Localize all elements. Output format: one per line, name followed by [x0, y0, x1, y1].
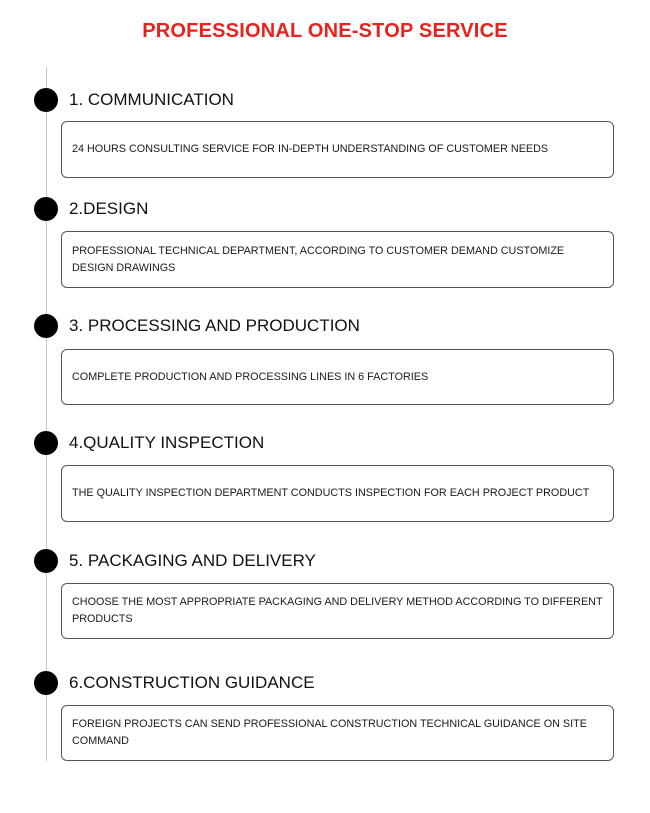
step-5-title: 5. PACKAGING AND DELIVERY: [69, 551, 316, 570]
step-4-title: 4.QUALITY INSPECTION: [69, 433, 265, 452]
step-5-description: CHOOSE THE MOST APPROPRIATE PACKAGING AND DELIVERY METHOD ACCORDING TO DIFFERENT PRODUCTS: [72, 596, 603, 625]
step-4-dot: [34, 431, 58, 455]
step-1-description: 24 HOURS CONSULTING SERVICE FOR IN-DEPTH UNDERSTANDING OF CUSTOMER NEEDS: [72, 143, 549, 155]
step-4-description-box: [61, 465, 614, 522]
step-2-title: 2.DESIGN: [69, 199, 149, 218]
step-6-title: 6.CONSTRUCTION GUIDANCE: [69, 673, 315, 692]
step-2-dot: [34, 197, 58, 221]
timeline-line: [46, 67, 47, 761]
step-4-description: THE QUALITY INSPECTION DEPARTMENT CONDUCTS INSPECTION FOR EACH PROJECT PRODUCT: [72, 487, 590, 499]
step-3-dot: [34, 314, 58, 338]
step-1-title: 1. COMMUNICATION: [69, 90, 234, 109]
page-title: PROFESSIONAL ONE-STOP SERVICE: [142, 20, 508, 42]
step-2-description: PROFESSIONAL TECHNICAL DEPARTMENT, ACCORDING TO CUSTOMER DEMAND CUSTOMIZE DESIGN DRAWINGS: [72, 244, 565, 274]
step-3-description-box: [61, 349, 614, 405]
step-5-dot: [34, 549, 58, 573]
step-2-description-box: [61, 231, 614, 288]
step-5-description-box: [61, 583, 614, 639]
step-1-dot: [34, 88, 58, 112]
step-6-description-box: [61, 705, 614, 761]
step-6-dot: [34, 671, 58, 695]
step-6-description: FOREIGN PROJECTS CAN SEND PROFESSIONAL CONSTRUCTION TECHNICAL GUIDANCE ON SITE COMMAND: [72, 718, 587, 747]
step-1-description-box: [61, 121, 614, 178]
step-3-title: 3. PROCESSING AND PRODUCTION: [69, 316, 360, 335]
step-3-description: COMPLETE PRODUCTION AND PROCESSING LINES IN 6 FACTORIES: [72, 370, 429, 383]
